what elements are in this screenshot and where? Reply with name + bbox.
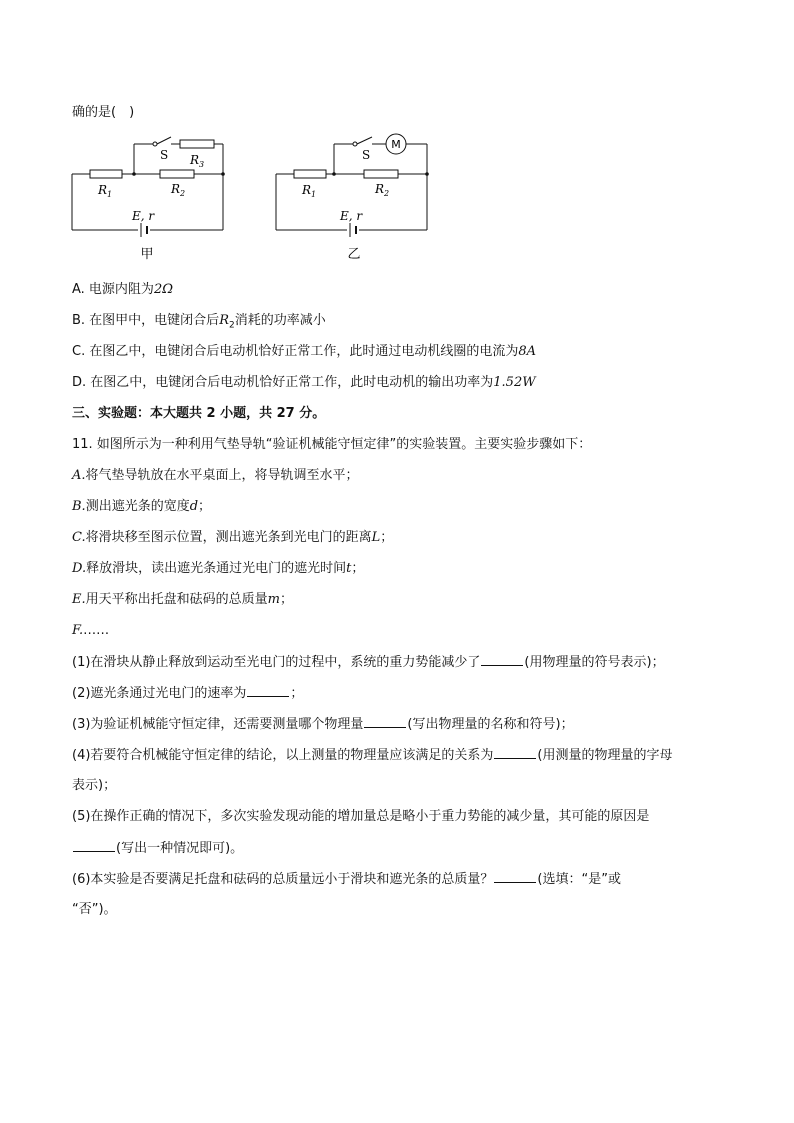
sub-question-5-cont: (写出一种情况即可)。 <box>72 839 243 858</box>
svg-text:R2: $R_2$ <box>375 182 390 198</box>
resistor-r2 <box>364 170 398 178</box>
answer-blank[interactable] <box>494 746 536 759</box>
circuit-diagram-yi <box>272 134 442 264</box>
sub-question-1: (1)在滑块从静止释放到运动至光电门的过程中，系统的重力势能减少了 (用物理量的符号表示)； <box>72 655 665 670</box>
question-stem-tail: 确的是( ) <box>72 105 135 120</box>
sub-question-3: (3)为验证机械能守恒定律，还需要测量哪个物理量 (写出物理量的名称和符号)； <box>72 717 574 732</box>
answer-blank[interactable] <box>481 653 523 666</box>
sub-question-4-cont: 表示)； <box>72 778 117 793</box>
switch-label: S <box>160 148 169 162</box>
answer-blank[interactable] <box>73 839 115 852</box>
svg-text:R1: $R_1$ <box>98 183 113 199</box>
step-d: D.释放滑块，读出遮光条通过光电门的遮光时间t； <box>72 561 365 576</box>
switch-s <box>357 137 372 144</box>
section-title: 三、实验题：本大题共 2 小题，共 27 分。 <box>72 406 326 421</box>
svg-text:R2: $R_2$ <box>171 182 186 198</box>
svg-text:M: M <box>391 138 401 151</box>
caption-yi: 乙 <box>347 247 361 262</box>
switch-label: S <box>362 148 371 162</box>
sub-question-5: (5)在操作正确的情况下，多次实验发现动能的增加量总是略小于重力势能的减少量，其可能的原因是 <box>72 809 650 824</box>
sub-question-2: (2)遮光条通过光电门的速率为 ； <box>72 686 304 701</box>
svg-text:R3: $R_3$ <box>190 153 205 169</box>
option-a[interactable]: A. 电源内阻为2Ω <box>72 282 173 297</box>
option-d[interactable]: D. 在图乙中，电键闭合后电动机恰好正常工作，此时电动机的输出功率为1.52W <box>72 375 536 390</box>
switch-s <box>157 137 171 144</box>
sub-question-4: (4)若要符合机械能守恒定律的结论，以上测量的物理量应该满足的关系为 (用测量的物理量的字母 <box>72 748 673 763</box>
answer-blank[interactable] <box>494 870 536 883</box>
option-c[interactable]: C. 在图乙中，电键闭合后电动机恰好正常工作，此时通过电动机线圈的电流为8A <box>72 344 537 359</box>
answer-blank[interactable] <box>247 684 289 697</box>
circuit-diagram-jia <box>68 134 238 264</box>
q11-intro: 11. 如图所示为一种利用气垫导轨“验证机械能守恒定律”的实验装置。主要实验步骤如下： <box>72 437 592 452</box>
step-b: B.测出遮光条的宽度d； <box>72 499 212 514</box>
source-label: E, r <box>132 209 155 223</box>
svg-text:R1: $R_1$ <box>302 183 317 199</box>
source-label: E, r <box>340 209 363 223</box>
answer-blank[interactable] <box>364 715 406 728</box>
step-a: A.将气垫导轨放在水平桌面上，将导轨调至水平； <box>72 468 359 483</box>
step-f: F.…… <box>72 623 110 638</box>
sub-question-6: (6)本实验是否要满足托盘和砝码的总质量远小于滑块和遮光条的总质量？ (选填：“是”或 <box>72 872 621 887</box>
step-c: C.将滑块移至图示位置，测出遮光条到光电门的距离L； <box>72 530 394 545</box>
resistor-r2 <box>160 170 194 178</box>
step-e: E.用天平称出托盘和砝码的总质量m； <box>72 592 293 607</box>
resistor-r1 <box>90 170 122 178</box>
resistor-r3 <box>180 140 214 148</box>
resistor-r1 <box>294 170 326 178</box>
caption-jia: 甲 <box>140 247 154 262</box>
option-b[interactable]: B. 在图甲中，电键闭合后$R_2$消耗的功率减小 <box>72 313 326 331</box>
sub-question-6-cont: “否”)。 <box>72 902 117 917</box>
